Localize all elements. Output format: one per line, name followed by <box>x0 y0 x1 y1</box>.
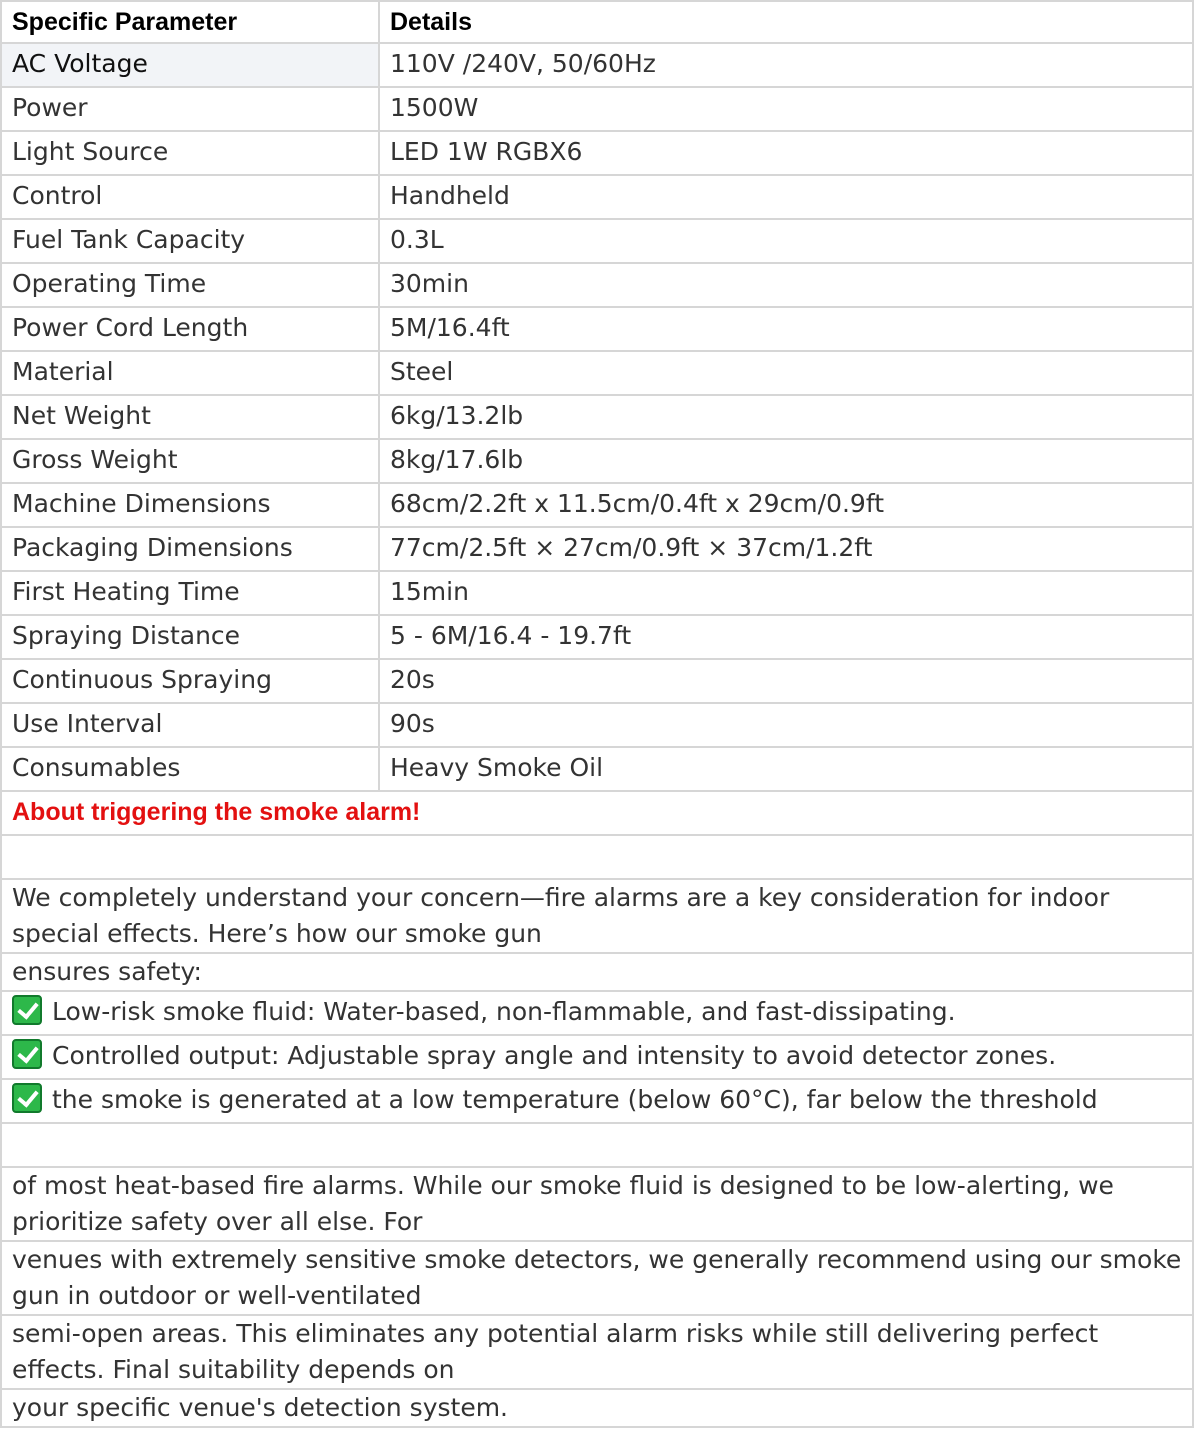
param-cell: Light Source <box>1 131 379 175</box>
check-item <box>1 1035 1193 1079</box>
value-cell: 77cm/2.5ft × 27cm/0.9ft × 37cm/1.2ft <box>379 527 1193 571</box>
check-row <box>1 1079 1193 1123</box>
param-cell: Material <box>1 351 379 395</box>
param-cell: Control <box>1 175 379 219</box>
table-row <box>1 307 1193 351</box>
check-text: Controlled output: Adjustable spray angle and intensity to avoid detector zones. <box>52 1041 1057 1070</box>
param-cell: Consumables <box>1 747 379 791</box>
table-row <box>1 571 1193 615</box>
param-cell: Spraying Distance <box>1 615 379 659</box>
note-row <box>1 953 1193 991</box>
empty-cell <box>1 1123 1193 1167</box>
table-row <box>1 175 1193 219</box>
value-cell: 6kg/13.2lb <box>379 395 1193 439</box>
param-header: Specific Parameter <box>1 1 379 43</box>
value-cell: 5 - 6M/16.4 - 19.7ft <box>379 615 1193 659</box>
param-cell: Operating Time <box>1 263 379 307</box>
value-cell: LED 1W RGBX6 <box>379 131 1193 175</box>
table-row <box>1 439 1193 483</box>
param-cell: Machine Dimensions <box>1 483 379 527</box>
table-row <box>1 483 1193 527</box>
param-cell: Continuous Spraying <box>1 659 379 703</box>
empty-cell <box>1 835 1193 879</box>
param-cell: Fuel Tank Capacity <box>1 219 379 263</box>
paragraph-text: venues with extremely sensitive smoke detectors, we generally recommend using our smoke gun in outdoor or well-ventilated <box>1 1241 1193 1315</box>
table-row <box>1 527 1193 571</box>
note-row <box>1 879 1193 953</box>
param-cell: Net Weight <box>1 395 379 439</box>
check-item <box>1 991 1193 1035</box>
value-cell: 110V /240V, 50/60Hz <box>379 43 1193 87</box>
value-cell: Heavy Smoke Oil <box>379 747 1193 791</box>
green-check-icon <box>12 1083 42 1113</box>
check-row <box>1 991 1193 1035</box>
check-text: Low-risk smoke fluid: Water-based, non-flammable, and fast-dissipating. <box>52 997 956 1026</box>
paragraph-text: of most heat-based fire alarms. While our smoke fluid is designed to be low-alerting, we prioritize safety over all else. For <box>1 1167 1193 1241</box>
param-cell: Packaging Dimensions <box>1 527 379 571</box>
param-cell: Power <box>1 87 379 131</box>
green-check-icon <box>12 995 42 1025</box>
value-cell: 1500W <box>379 87 1193 131</box>
note-row <box>1 1241 1193 1315</box>
header-row <box>1 1 1193 43</box>
intro-text: We completely understand your concern—fire alarms are a key consideration for indoor special effects. Here’s how our smoke gun <box>1 879 1193 953</box>
value-cell: 8kg/17.6lb <box>379 439 1193 483</box>
param-cell: Gross Weight <box>1 439 379 483</box>
table-row <box>1 219 1193 263</box>
table-row <box>1 43 1193 87</box>
paragraph-text: your specific venue's detection system. <box>1 1389 1193 1427</box>
value-cell: 20s <box>379 659 1193 703</box>
alert-row <box>1 791 1193 835</box>
intro-continued-text: ensures safety: <box>1 953 1193 991</box>
spacer-row <box>1 835 1193 879</box>
alert-title: About triggering the smoke alarm! <box>1 791 1193 835</box>
table-row <box>1 131 1193 175</box>
table-row <box>1 615 1193 659</box>
paragraph-text: semi-open areas. This eliminates any potential alarm risks while still delivering perfect effects. Final suitability depends on <box>1 1315 1193 1389</box>
param-cell: First Heating Time <box>1 571 379 615</box>
note-row <box>1 1389 1193 1427</box>
value-cell: Steel <box>379 351 1193 395</box>
check-row <box>1 1035 1193 1079</box>
table-row <box>1 395 1193 439</box>
table-row <box>1 87 1193 131</box>
value-cell: Handheld <box>379 175 1193 219</box>
table-row <box>1 263 1193 307</box>
details-header: Details <box>379 1 1193 43</box>
note-row <box>1 1167 1193 1241</box>
param-cell: Use Interval <box>1 703 379 747</box>
check-text: the smoke is generated at a low temperature (below 60°C), far below the threshold <box>52 1085 1098 1114</box>
value-cell: 0.3L <box>379 219 1193 263</box>
green-check-icon <box>12 1039 42 1069</box>
note-row <box>1 1315 1193 1389</box>
value-cell: 90s <box>379 703 1193 747</box>
param-cell: Power Cord Length <box>1 307 379 351</box>
spacer-row <box>1 1123 1193 1167</box>
table-row <box>1 351 1193 395</box>
table-row <box>1 703 1193 747</box>
value-cell: 15min <box>379 571 1193 615</box>
table-row <box>1 659 1193 703</box>
table-row <box>1 747 1193 791</box>
value-cell: 30min <box>379 263 1193 307</box>
value-cell: 5M/16.4ft <box>379 307 1193 351</box>
value-cell: 68cm/2.2ft x 11.5cm/0.4ft x 29cm/0.9ft <box>379 483 1193 527</box>
check-item <box>1 1079 1193 1123</box>
param-cell: AC Voltage <box>1 43 379 87</box>
